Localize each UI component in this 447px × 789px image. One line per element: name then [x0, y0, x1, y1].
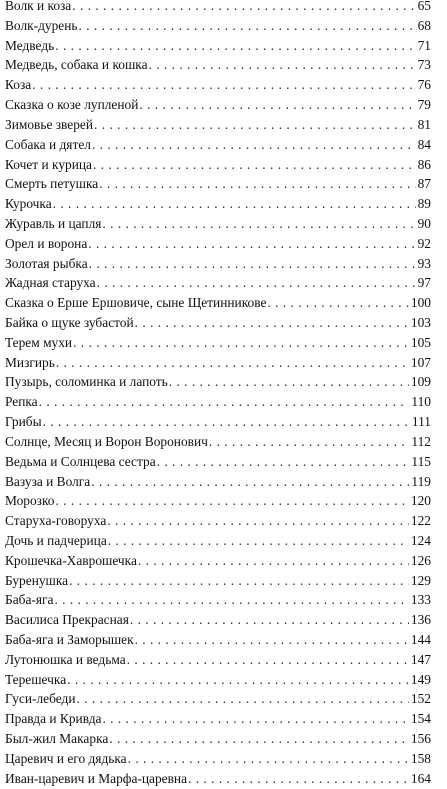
toc-entry-page: 110 — [411, 394, 431, 410]
toc-entry — [5, 650, 431, 670]
toc-entry — [5, 273, 431, 293]
toc-entry-page: 158 — [410, 750, 431, 766]
toc-entry — [5, 531, 431, 551]
toc-entry-page: 136 — [410, 612, 431, 628]
toc-entry-page: 156 — [410, 731, 431, 747]
toc-entry-page: 126 — [410, 552, 431, 568]
toc-entry-title: Журавль и цапля — [5, 215, 102, 231]
toc-entry-page: 86 — [417, 156, 431, 172]
toc-entry-page: 124 — [410, 532, 431, 548]
toc-entry-page: 129 — [410, 572, 431, 588]
toc-leader-dots — [135, 313, 409, 333]
toc-entry-title: Медведь — [5, 37, 55, 53]
toc-entry-title: Василиса Прекрасная — [5, 612, 129, 628]
toc-entry-title: Ведьма и Солнцева сестра — [5, 453, 156, 469]
toc-entry-title: Сказка о Ерше Ершовиче, сыне Щетинникове — [5, 295, 267, 311]
toc-leader-dots — [32, 75, 415, 95]
toc-leader-dots — [97, 273, 416, 293]
toc-entry-page: 107 — [410, 354, 431, 370]
toc-entry-title: Лутонюшка и ведьма — [5, 651, 126, 667]
toc-entry-title: Собака и дятел — [5, 136, 91, 152]
toc-entry-title: Правда и Кривда — [5, 711, 102, 727]
toc-entry-title: Пузырь, соломинка и лапоть — [5, 374, 168, 390]
toc-entry — [5, 372, 431, 392]
toc-leader-dots — [39, 392, 410, 412]
toc-entry-title: Баба-яга — [5, 592, 54, 608]
toc-entry-title: Терем мухи — [5, 334, 73, 350]
toc-entry-title: Иван-царевич и Марфа-царевна — [5, 770, 188, 786]
toc-leader-dots — [267, 293, 409, 313]
toc-entry-title: Морозко — [5, 493, 55, 509]
toc-entry-page: 154 — [410, 711, 431, 727]
toc-entry — [5, 174, 431, 194]
toc-entry-title: Волк-дурень — [5, 17, 78, 33]
toc-leader-dots — [67, 670, 409, 690]
toc-leader-dots — [128, 749, 409, 769]
toc-entry-page: 71 — [417, 37, 431, 53]
toc-entry-page: 164 — [410, 770, 431, 786]
toc-entry-title: Царевич и его дядька — [5, 750, 127, 766]
toc-leader-dots — [89, 254, 416, 274]
toc-leader-dots — [54, 590, 408, 610]
toc-entry — [5, 254, 431, 274]
toc-entry-page: 109 — [410, 374, 431, 390]
toc-entry — [5, 749, 431, 769]
toc-entry-title: Кочет и курица — [5, 156, 92, 172]
toc-entry — [5, 135, 431, 155]
toc-entry-page: 105 — [410, 334, 431, 350]
toc-leader-dots — [53, 194, 416, 214]
toc-entry-title: Вазуза и Волга — [5, 473, 91, 489]
toc-entry — [5, 333, 431, 353]
toc-leader-dots — [55, 491, 408, 511]
toc-entry-page: 73 — [417, 57, 431, 73]
toc-leader-dots — [169, 372, 409, 392]
toc-entry — [5, 115, 431, 135]
toc-entry-page: 81 — [417, 116, 431, 132]
toc-entry — [5, 0, 431, 16]
toc-entry — [5, 155, 431, 175]
toc-entry-title: Старуха-говоруха — [5, 513, 107, 529]
toc-leader-dots — [99, 174, 415, 194]
toc-entry-page: 68 — [417, 17, 431, 33]
toc-entry — [5, 313, 431, 333]
toc-entry-title: Дочь и падчерица — [5, 532, 107, 548]
toc-entry — [5, 571, 431, 591]
toc-entry-title: Золотая рыбка — [5, 255, 88, 271]
toc-entry — [5, 75, 431, 95]
toc-entry-title: Терешечка — [5, 671, 67, 687]
toc-entry — [5, 194, 431, 214]
toc-entry — [5, 16, 431, 36]
toc-entry-page: 65 — [417, 0, 431, 13]
toc-entry-page: 93 — [417, 255, 431, 271]
toc-entry-title: Зимовье зверей — [5, 116, 94, 132]
toc-entry-title: Курочка — [5, 196, 52, 212]
toc-entry — [5, 630, 431, 650]
toc-entry — [5, 511, 431, 531]
toc-leader-dots — [92, 135, 416, 155]
toc-entry-title: Байка о щуке зубастой — [5, 315, 134, 330]
toc-entry — [5, 234, 431, 254]
toc-entry-page: 122 — [410, 513, 431, 529]
toc-entry-title: Солнце, Месяц и Ворон Воронович — [5, 433, 208, 449]
toc-entry-title: Мизгирь — [5, 354, 55, 370]
toc-entry — [5, 412, 431, 432]
toc-entry — [5, 95, 431, 115]
toc-entry-page: 103 — [410, 315, 431, 330]
toc-entry — [5, 293, 431, 313]
toc-entry-page: 119 — [411, 473, 431, 489]
toc-leader-dots — [108, 531, 409, 551]
toc-entry-page: 147 — [410, 651, 431, 667]
toc-entry — [5, 590, 431, 610]
toc-entry-page: 87 — [417, 176, 431, 192]
toc-entry — [5, 689, 431, 709]
toc-entry-title: Смерть петушка — [5, 176, 99, 192]
toc-entry — [5, 729, 431, 749]
toc-entry-page: 90 — [417, 215, 431, 231]
toc-entry-title: Баба-яга и Заморышек — [5, 632, 134, 647]
toc-entry-page: 92 — [417, 235, 431, 251]
toc-entry-title: Сказка о козе лупленой — [5, 97, 139, 113]
toc-leader-dots — [188, 769, 409, 789]
toc-leader-dots — [69, 571, 409, 591]
toc-leader-dots — [149, 55, 416, 75]
toc-entry-page: 112 — [411, 433, 431, 449]
toc-leader-dots — [73, 333, 409, 353]
toc-entry-title: Гуси-лебеди — [5, 691, 76, 707]
toc-entry — [5, 36, 431, 56]
toc-leader-dots — [127, 650, 409, 670]
toc-entry — [5, 392, 431, 412]
toc-entry-title: Медведь, собака и кошка — [5, 57, 148, 73]
toc-entry-page: 97 — [417, 275, 431, 291]
toc-leader-dots — [209, 432, 410, 452]
toc-entry-title: Репка — [5, 394, 38, 410]
toc-entry — [5, 670, 431, 690]
toc-entry-page: 79 — [417, 97, 431, 113]
toc-leader-dots — [139, 95, 415, 115]
toc-entry-title: Крошечка-Хаврошечка — [5, 552, 137, 568]
toc-entry — [5, 551, 431, 571]
toc-leader-dots — [138, 551, 409, 571]
toc-entry-page: 111 — [411, 414, 431, 430]
toc-entry-page: 84 — [417, 136, 431, 152]
toc-leader-dots — [102, 709, 408, 729]
toc-leader-dots — [109, 729, 409, 749]
toc-entry-page: 120 — [410, 493, 431, 509]
toc-entry-page: 144 — [410, 632, 431, 647]
toc-entry — [5, 769, 431, 789]
toc-entry — [5, 214, 431, 234]
toc-entry-title: Был-жил Макарка — [5, 731, 109, 747]
toc-entry — [5, 353, 431, 373]
toc-entry-title: Жадная старуха — [5, 275, 96, 291]
toc-entry-title: Буренушка — [5, 572, 69, 588]
toc-entry — [5, 491, 431, 511]
toc-entry-page: 115 — [411, 453, 431, 469]
toc-leader-dots — [135, 630, 409, 650]
toc-leader-dots — [77, 689, 409, 709]
table-of-contents — [5, 0, 431, 789]
toc-leader-dots — [157, 452, 410, 472]
toc-entry — [5, 452, 431, 472]
toc-leader-dots — [88, 234, 415, 254]
toc-leader-dots — [43, 412, 410, 432]
toc-entry-page: 152 — [410, 691, 431, 707]
toc-leader-dots — [130, 610, 409, 630]
toc-leader-dots — [79, 16, 416, 36]
toc-leader-dots — [102, 214, 415, 234]
toc-leader-dots — [56, 353, 409, 373]
toc-entry — [5, 432, 431, 452]
toc-entry-page: 100 — [410, 295, 431, 311]
toc-entry-page: 76 — [417, 77, 431, 93]
toc-entry — [5, 610, 431, 630]
toc-entry-page: 149 — [410, 671, 431, 687]
toc-entry-title: Грибы — [5, 414, 42, 430]
toc-entry — [5, 55, 431, 75]
toc-entry — [5, 709, 431, 729]
toc-entry-page: 89 — [417, 196, 431, 212]
toc-entry — [5, 472, 431, 492]
toc-entry-title: Волк и коза — [5, 0, 72, 13]
toc-leader-dots — [93, 155, 416, 175]
toc-entry-page: 133 — [410, 592, 431, 608]
toc-leader-dots — [55, 36, 415, 56]
toc-leader-dots — [91, 472, 409, 492]
toc-entry-title: Орел и ворона — [5, 235, 88, 251]
toc-entry-title: Коза — [5, 77, 32, 93]
toc-leader-dots — [107, 511, 409, 531]
toc-leader-dots — [72, 0, 415, 16]
toc-leader-dots — [94, 115, 416, 135]
